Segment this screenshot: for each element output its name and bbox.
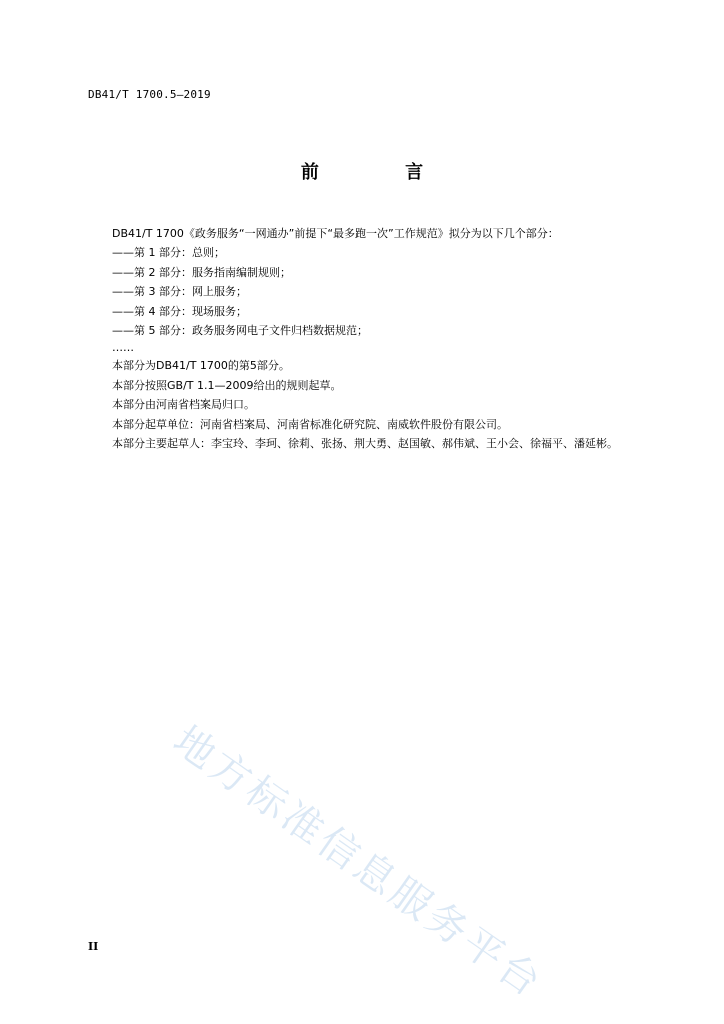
part-list-item: ——第 1 部分：总则； [112, 246, 225, 260]
watermark: 地方标准信息服务平台 [164, 717, 552, 1008]
document-code: DB41/T 1700.5—2019 [88, 88, 211, 101]
part-list-item: ——第 2 部分：服务指南编制规则； [112, 265, 291, 279]
intro-paragraph: DB41/T 1700《政务服务“一网通办”前提下“最多跑一次”工作规范》拟分为以下几个部分： [112, 227, 559, 240]
part-list-item: ——第 5 部分：政务服务网电子文件归档数据规范； [112, 324, 368, 338]
proposed-by-statement: 本部分由河南省档案局归口。 [112, 398, 255, 412]
part-list-item: ——第 3 部分：网上服务； [112, 285, 247, 299]
page-title: 前 言 [300, 162, 464, 183]
drafters-statement: 本部分主要起草人：李宝玲、李珂、徐莉、张扬、荆大勇、赵国敏、郝伟斌、王小会、徐福平、潘延彬。 [112, 437, 618, 451]
foreword-body [88, 224, 660, 453]
drafting-units-statement: 本部分起草单位：河南省档案局、河南省标准化研究院、南威软件股份有限公司。 [112, 417, 508, 431]
page-number: II [88, 940, 99, 953]
part-of-statement: 本部分为DB41/T 1700的第5部分。 [112, 359, 290, 373]
list-ellipsis: …… [112, 341, 134, 355]
part-list-item: ——第 4 部分：现场服务； [112, 304, 247, 318]
drafting-rule-statement: 本部分按照GB/T 1.1—2009给出的规则起草。 [112, 378, 342, 392]
